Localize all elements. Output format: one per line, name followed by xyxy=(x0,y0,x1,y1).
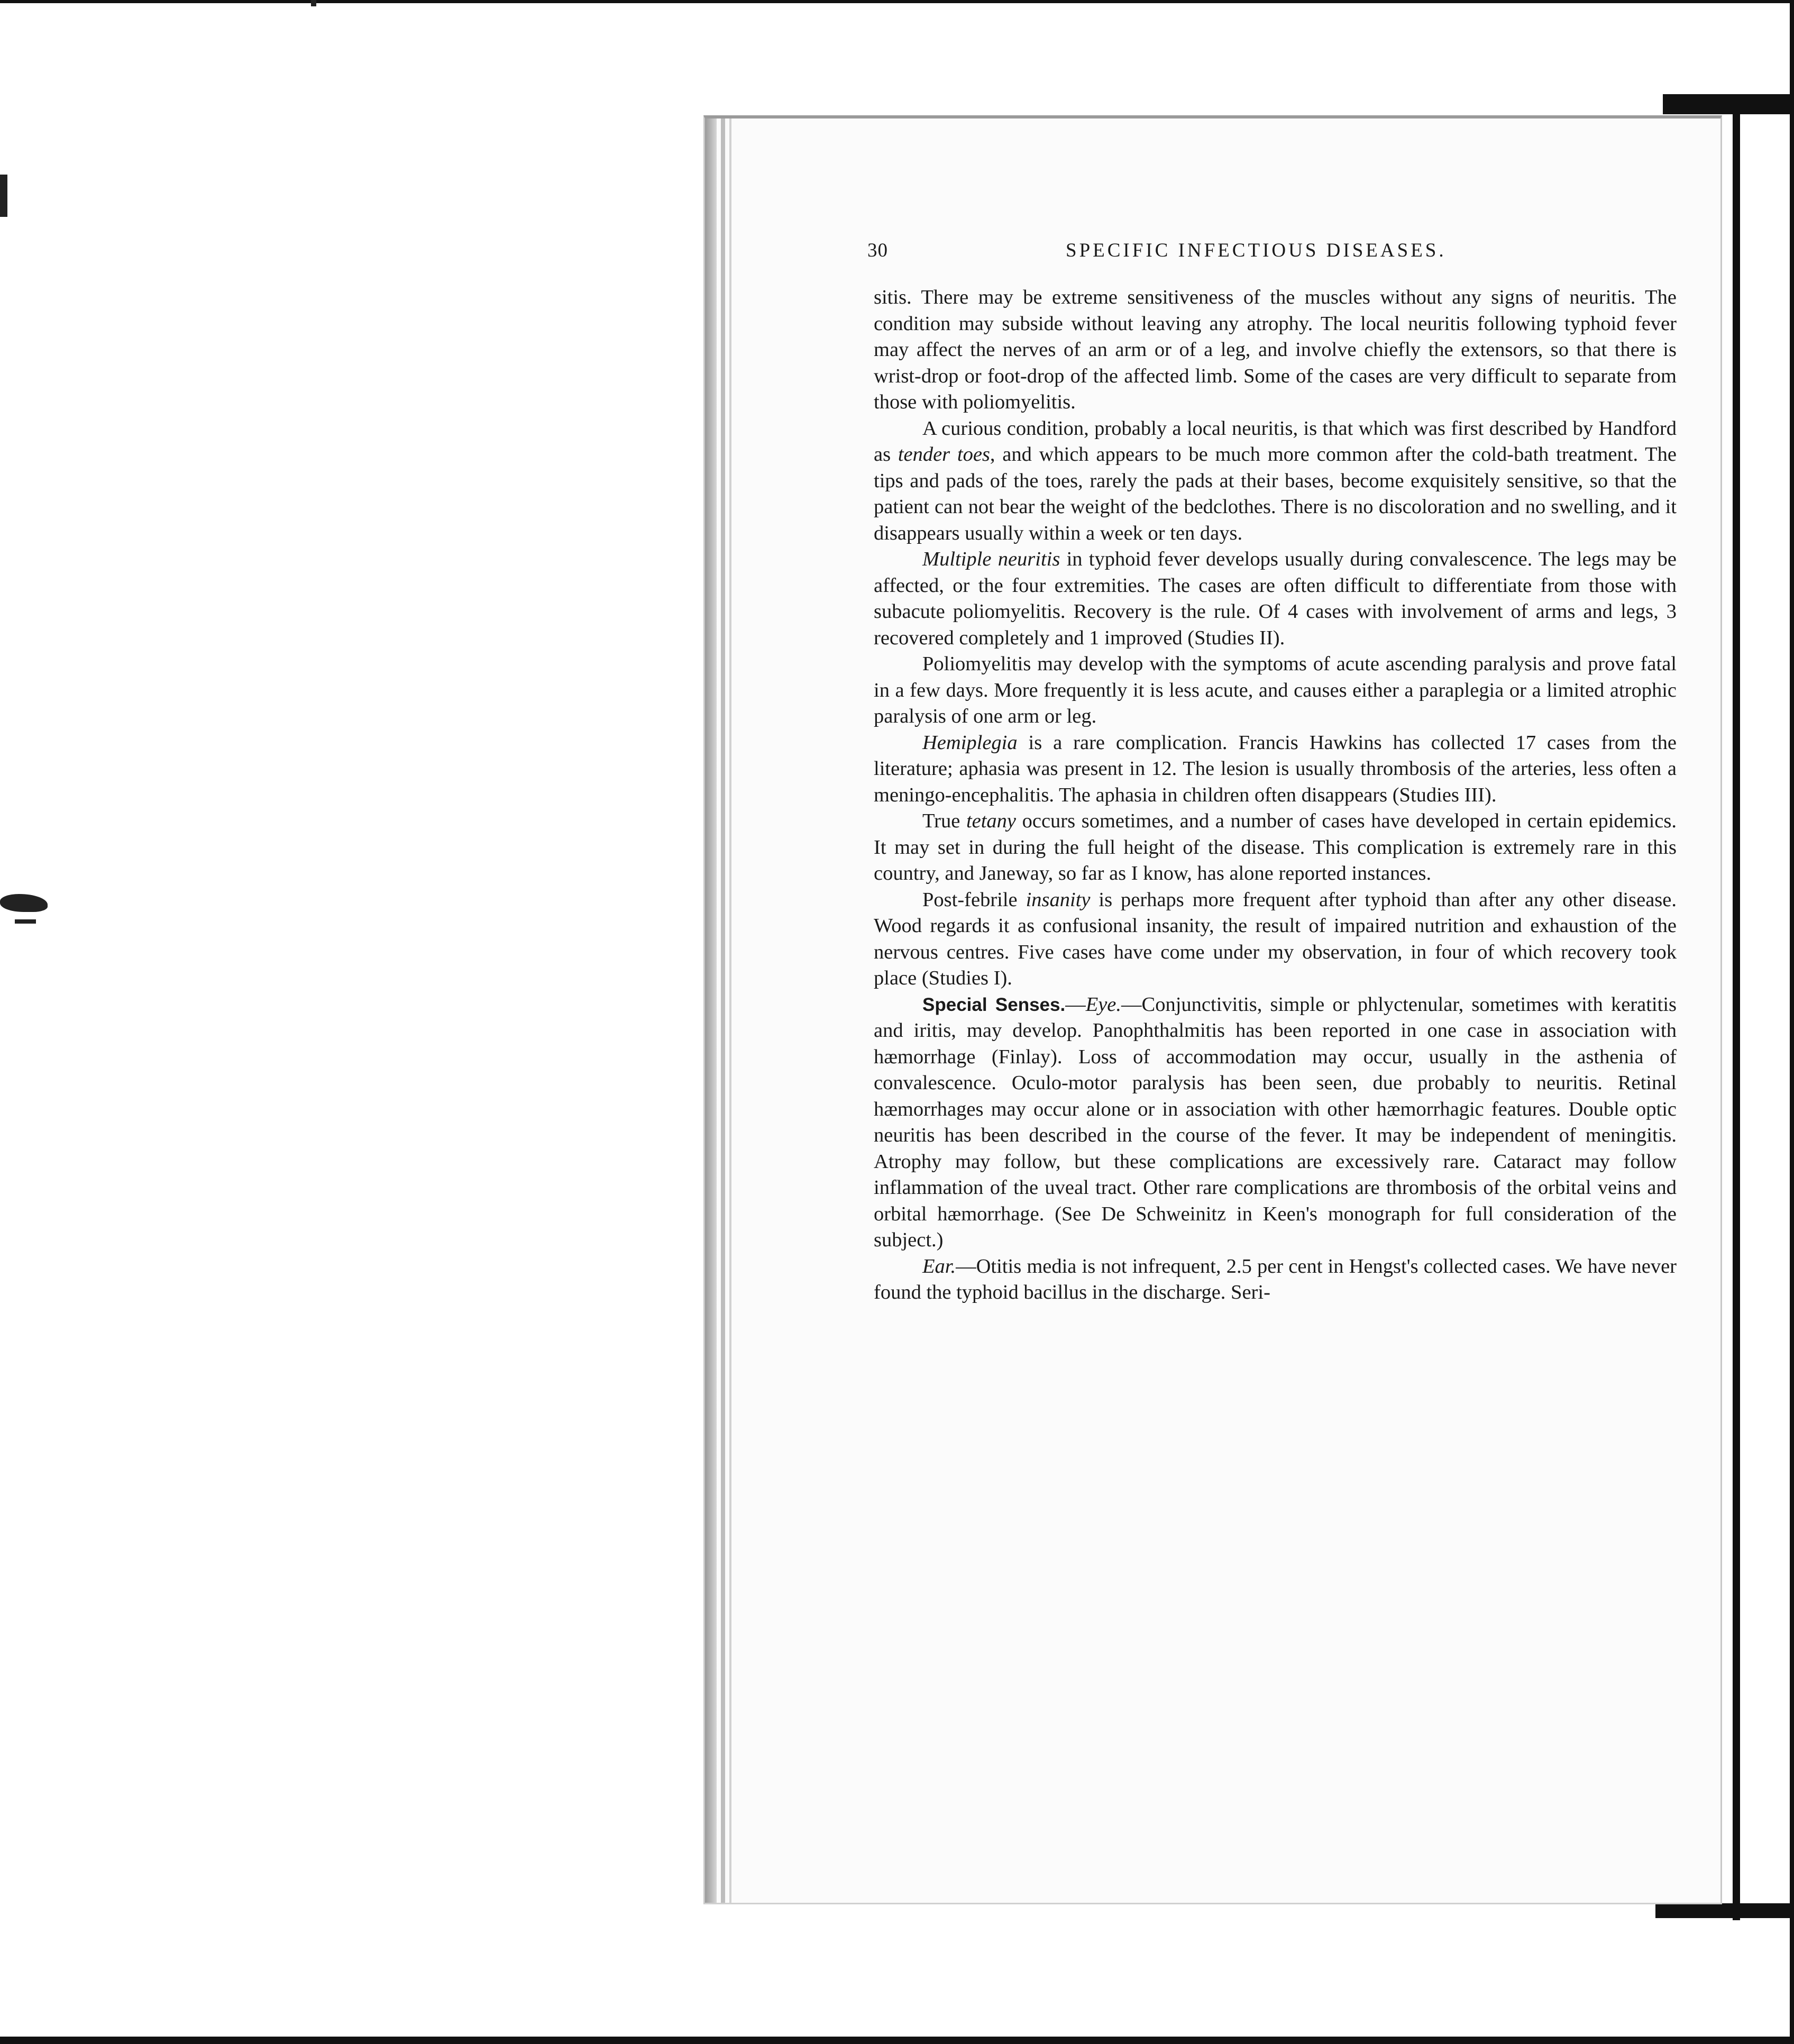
scan-frame-right xyxy=(1790,0,1794,2044)
scan-blot xyxy=(15,919,36,924)
running-title: SPECIFIC INFECTIOUS DISEASES. xyxy=(1066,240,1447,261)
running-head xyxy=(867,239,1651,271)
book-cover-right-edge xyxy=(1733,111,1740,1920)
paragraph xyxy=(874,651,1677,730)
italic-subheading: Ear. xyxy=(922,1255,956,1278)
paragraph-text: Poliomyelitis may develop with the symptoms of acute ascending paralysis and prove fatal in a few days. More frequently it is less acute, and causes either a paraplegia or a limited atrophic paralysis of one arm or leg. xyxy=(874,653,1677,727)
paragraph-text: True xyxy=(922,810,966,832)
paragraph xyxy=(874,992,1677,1254)
scan-speck xyxy=(0,175,7,217)
paragraph xyxy=(874,730,1677,809)
italic-term: Hemiplegia xyxy=(922,731,1018,754)
paragraph-text: A curious condition, probably a local neuritis, is that which was first described by Handford as xyxy=(874,417,1677,466)
scan-blot xyxy=(0,894,48,912)
book-cover-bottom-edge xyxy=(1655,1903,1790,1918)
paragraph-text: Post-febrile xyxy=(922,888,1026,911)
page-edge-line xyxy=(721,118,725,1903)
paragraph-text: —Otitis media is not infrequent, 2.5 per cent in Hengst's collected cases. We have never found the typhoid bacillus in the discharge. Seri- xyxy=(874,1255,1677,1303)
paragraph xyxy=(874,808,1677,887)
paragraph xyxy=(874,887,1677,992)
paragraph-text: —Conjunctivitis, simple or phlyctenular, sometimes with keratitis and iritis, may develop. Panophthalmitis has been reported in one case in association with hæmorrhage (Finlay). Loss of accommodation may occur, usually in the asthenia of convalescence. Oculo-motor paralysis has been seen, due probably to neuritis. Retinal hæmorrhages may occur alone or in association with other hæmorrhagic features. Double optic neuritis has been described in the course of the fever. It may be independent of meningitis. Atrophy may follow, but these complications are excessively rare. Cataract may follow inflammation of the uveal tract. Other rare complications are thrombosis of the orbital veins and orbital hæmorrhage. (See De Schweinitz in Keen's monograph for full consideration of the subject.) xyxy=(874,993,1677,1251)
scan-frame-top xyxy=(0,0,1794,3)
page-number: 30 xyxy=(867,240,888,261)
page-edge-line xyxy=(729,118,731,1903)
paragraph-text: is a rare complication. Francis Hawkins has collected 17 cases from the literature; aphasia was present in 12. The lesion is usually thrombosis of the arteries, less often a meningo-encephalitis. The aphasia in children often disappears (Studies III). xyxy=(874,731,1677,806)
paragraph xyxy=(874,1254,1677,1306)
paragraph-text: in typhoid fever develops usually during convalescence. The legs may be affected, or the four extremities. The cases are often difficult to differentiate from those with subacute poliomyelitis. Recovery is the rule. Of 4 cases with involvement of arms and legs, 3 recovered completely and 1 improved (Studies II). xyxy=(874,548,1677,649)
paragraph xyxy=(874,416,1677,547)
body-text xyxy=(874,285,1677,1306)
paragraph-text: sitis. There may be extreme sensitiveness of the muscles without any signs of neuritis. The condition may subside without leaving any atrophy. The local neuritis following typhoid fever may affect the nerves of an arm or of a leg, and involve chiefly the extensors, so that there is wrist-drop or foot-drop of the affected limb. Some of the cases are very difficult to separate from those with poliomyelitis. xyxy=(874,286,1677,413)
scan-speck xyxy=(311,0,316,6)
scan-frame-bottom xyxy=(0,2037,1794,2044)
italic-term: insanity xyxy=(1026,888,1091,911)
page-gutter-shadow xyxy=(705,118,717,1903)
italic-subheading: Eye. xyxy=(1085,993,1122,1016)
dash: — xyxy=(1065,993,1086,1016)
paragraph-text: is perhaps more frequent after typhoid than after any other disease. Wood regards it as confusional insanity, the result of impaired nutrition and exhaustion of the nervous centres. Five cases have come under my observation, in four of which recovery took place (Studies I). xyxy=(874,888,1677,989)
italic-term: tender toes xyxy=(898,443,990,466)
italic-term: tetany xyxy=(966,810,1017,832)
paragraph xyxy=(874,285,1677,416)
italic-term: Multiple neuritis xyxy=(922,548,1060,570)
paragraph-text: occurs sometimes, and a number of cases have developed in certain epidemics. It may set in during the full height of the disease. This complication is extremely rare in this country, and Janeway, so far as I know, has alone reported instances. xyxy=(874,810,1677,884)
paragraph-text: , and which appears to be much more common after the cold-bath treatment. The tips and pads of the toes, rarely the pads at their bases, become exquisitely sensitive, so that the patient can not bear the weight of the bedclothes. There is no discoloration and no swelling, and it disappears usually within a week or ten days. xyxy=(874,443,1677,544)
book-cover-top-edge xyxy=(1663,94,1790,114)
section-heading: Special Senses. xyxy=(922,994,1066,1015)
paragraph xyxy=(874,546,1677,651)
